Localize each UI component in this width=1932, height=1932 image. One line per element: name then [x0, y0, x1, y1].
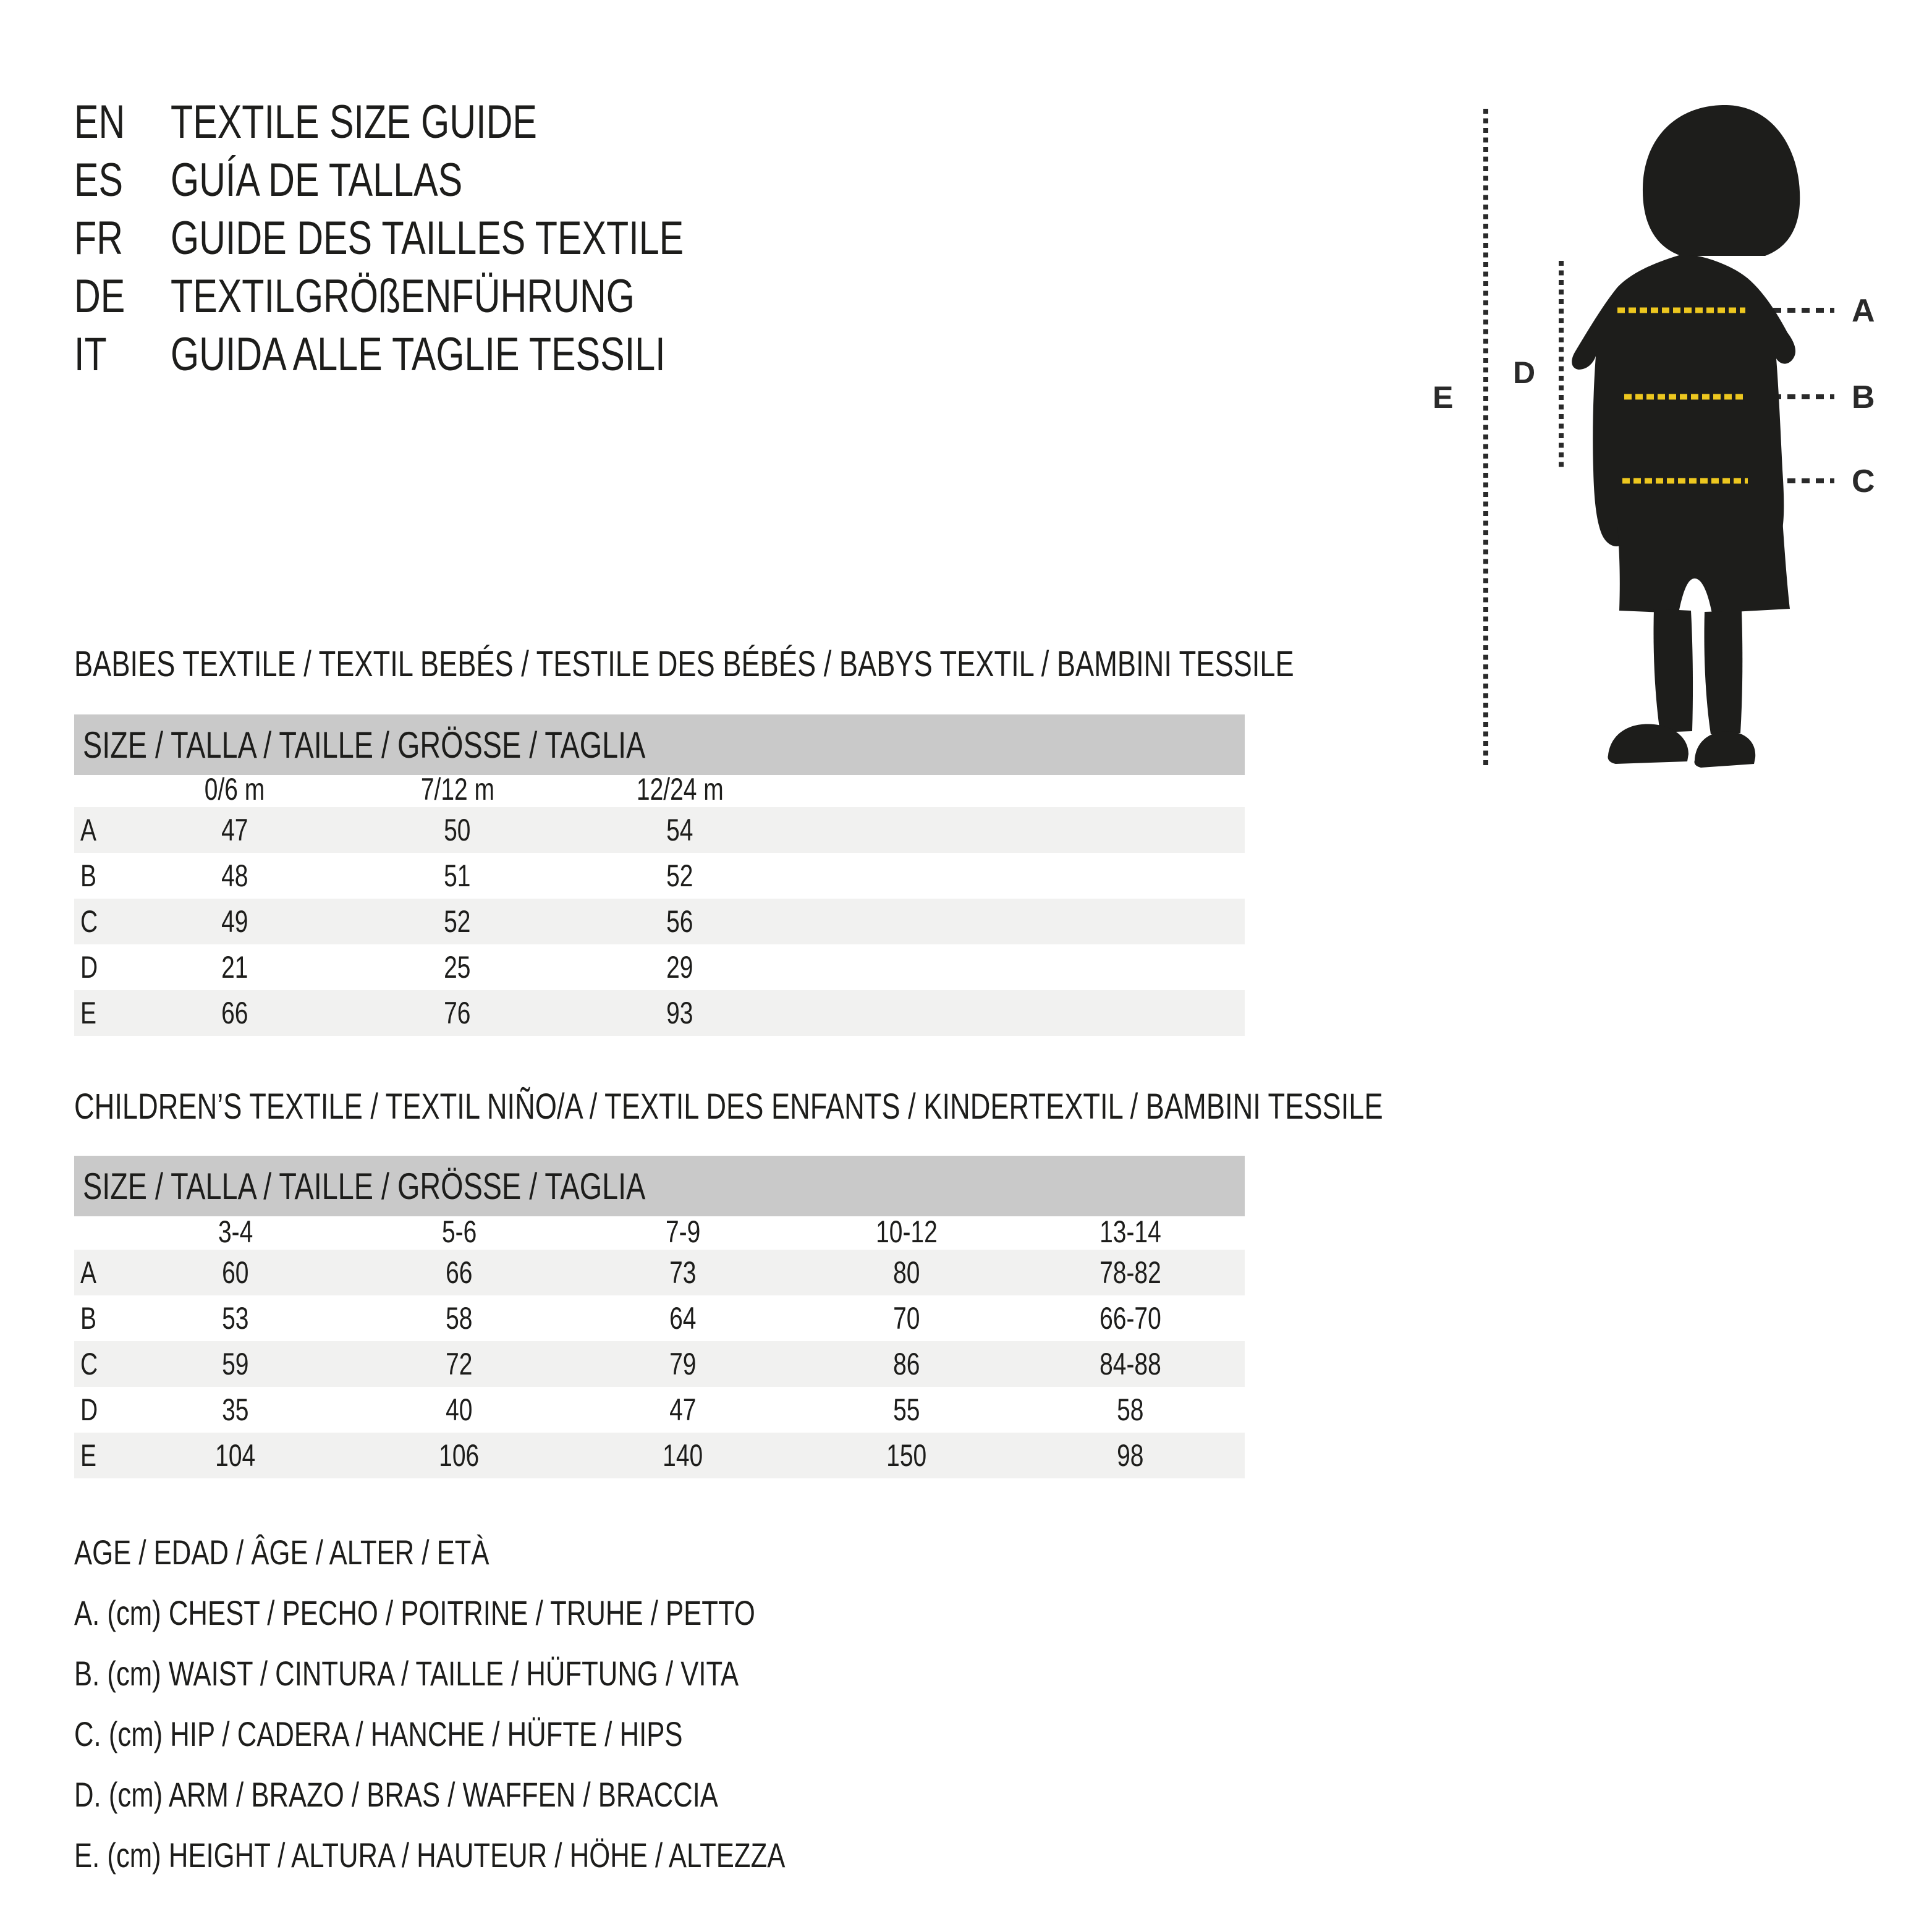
table-cell: 52 [666, 858, 693, 893]
guide-title-en: TEXTILE SIZE GUIDE [171, 95, 537, 148]
children-section-title: CHILDREN’S TEXTILE / TEXTIL NIÑO/A / TEXTIL DES ENFANTS / KINDERTEXTIL / BAMBINI TESSILE [74, 1086, 1383, 1127]
language-code: DE [74, 269, 125, 323]
table-cell: 49 [221, 904, 248, 939]
silhouette-left-leg [1653, 609, 1693, 732]
row-label: B [80, 1301, 97, 1336]
label-waist-B: B [1852, 379, 1875, 415]
table-cell: 60 [222, 1255, 249, 1290]
size-header-band: SIZE / TALLA / TAILLE / GRÖSSE / TAGLIA [74, 714, 1245, 775]
legend-line-chest: A. (cm) CHEST / PECHO / POITRINE / TRUHE / PETTO [74, 1593, 755, 1632]
babies-size-table [74, 714, 1245, 1036]
table-cell: 47 [669, 1392, 697, 1427]
language-row-en [74, 93, 828, 151]
table-cell: 58 [446, 1301, 473, 1336]
legend-line-arm: D. (cm) ARM / BRAZO / BRAS / WAFFEN / BRACCIA [74, 1774, 718, 1814]
language-code: IT [74, 328, 107, 381]
babies-section-title: BABIES TEXTILE / TEXTIL BEBÉS / TESTILE DES BÉBÉS / BABYS TEXTIL / BAMBINI TESSILE [74, 643, 1294, 684]
column-header: 7/12 m [420, 772, 494, 807]
table-cell: 72 [446, 1347, 473, 1381]
legend-line-age: AGE / EDAD / ÂGE / ALTER / ETÀ [74, 1532, 489, 1572]
column-header: 5-6 [441, 1214, 477, 1249]
table-cell: 55 [893, 1392, 920, 1427]
silhouette-shorts [1617, 519, 1790, 613]
table-cell: 25 [444, 950, 471, 985]
language-row-it [74, 325, 828, 383]
table-cell: 50 [444, 813, 471, 847]
language-row-fr [74, 209, 828, 267]
table-cell: 98 [1117, 1438, 1144, 1473]
label-arm-D: D [1513, 355, 1536, 390]
table-cell: 56 [666, 904, 693, 939]
table-row-E [74, 1433, 1245, 1478]
guide-title-it: GUIDA ALLE TAGLIE TESSILI [171, 328, 666, 381]
column-header: 0/6 m [205, 772, 265, 807]
table-row-C [74, 899, 1245, 944]
column-header-row [74, 1216, 1245, 1250]
table-cell: 84-88 [1099, 1347, 1161, 1381]
row-label: D [80, 1392, 98, 1427]
table-row-A [74, 807, 1245, 853]
table-row-C [74, 1341, 1245, 1387]
table-row-B [74, 1295, 1245, 1341]
column-header: 13-14 [1099, 1214, 1161, 1249]
silhouette-shirt [1572, 255, 1795, 546]
table-cell: 59 [222, 1347, 249, 1381]
column-header: 12/24 m [636, 772, 724, 807]
silhouette-right-leg [1704, 611, 1742, 734]
table-cell: 52 [444, 904, 471, 939]
silhouette-head [1643, 105, 1800, 256]
table-cell: 78-82 [1099, 1255, 1161, 1290]
legend-line-height: E. (cm) HEIGHT / ALTURA / HAUTEUR / HÖHE / ALTEZZA [74, 1835, 786, 1875]
table-cell: 106 [439, 1438, 480, 1473]
table-cell: 53 [222, 1301, 249, 1336]
table-cell: 80 [893, 1255, 920, 1290]
table-cell: 70 [893, 1301, 920, 1336]
row-label: B [80, 858, 97, 893]
language-code: EN [74, 95, 125, 148]
language-row-de [74, 267, 828, 325]
table-cell: 64 [669, 1301, 697, 1336]
table-cell: 58 [1117, 1392, 1144, 1427]
table-cell: 79 [669, 1347, 697, 1381]
guide-title-de: TEXTILGRÖßENFÜHRUNG [171, 269, 635, 323]
table-row-A [74, 1250, 1245, 1295]
silhouette-right-shoe [1694, 731, 1755, 768]
table-cell: 73 [669, 1255, 697, 1290]
language-code: ES [74, 153, 124, 206]
table-cell: 51 [444, 858, 471, 893]
table-cell: 21 [221, 950, 248, 985]
table-cell: 86 [893, 1347, 920, 1381]
row-label: C [80, 1347, 98, 1381]
table-cell: 104 [215, 1438, 256, 1473]
column-header: 3-4 [218, 1214, 253, 1249]
table-cell: 47 [221, 813, 248, 847]
row-label: E [80, 1438, 97, 1473]
legend-line-hip: C. (cm) HIP / CADERA / HANCHE / HÜFTE / HIPS [74, 1714, 683, 1753]
row-label: D [80, 950, 98, 985]
table-cell: 29 [666, 950, 693, 985]
guide-title-es: GUÍA DE TALLAS [171, 153, 463, 206]
table-cell: 150 [886, 1438, 927, 1473]
legend-line-waist: B. (cm) WAIST / CINTURA / TAILLE / HÜFTUNG / VITA [74, 1653, 739, 1693]
column-header: 10-12 [876, 1214, 938, 1249]
table-row-B [74, 853, 1245, 899]
table-row-D [74, 1387, 1245, 1433]
table-cell: 54 [666, 813, 693, 847]
label-height-E: E [1433, 380, 1454, 415]
language-row-es [74, 151, 828, 209]
size-header-band: SIZE / TALLA / TAILLE / GRÖSSE / TAGLIA [74, 1156, 1245, 1216]
table-cell: 66 [221, 996, 248, 1030]
table-cell: 40 [446, 1392, 473, 1427]
table-cell: 35 [222, 1392, 249, 1427]
table-cell: 140 [663, 1438, 703, 1473]
table-row-E [74, 990, 1245, 1036]
table-cell: 76 [444, 996, 471, 1030]
row-label: A [80, 1255, 97, 1290]
measurement-legend [74, 1522, 986, 1885]
column-header-row [74, 772, 1245, 807]
table-cell: 93 [666, 996, 693, 1030]
label-chest-A: A [1852, 293, 1875, 329]
column-header: 7-9 [665, 1214, 701, 1249]
row-label: A [80, 813, 97, 847]
table-cell: 48 [221, 858, 248, 893]
guide-title-fr: GUIDE DES TAILLES TEXTILE [171, 211, 684, 265]
table-cell: 66 [446, 1255, 473, 1290]
table-cell: 66-70 [1099, 1301, 1161, 1336]
row-label: E [80, 996, 97, 1030]
language-title-block [74, 93, 828, 383]
table-row-D [74, 944, 1245, 990]
language-code: FR [74, 211, 124, 265]
children-size-table [74, 1156, 1245, 1478]
label-hip-C: C [1852, 464, 1875, 499]
row-label: C [80, 904, 98, 939]
